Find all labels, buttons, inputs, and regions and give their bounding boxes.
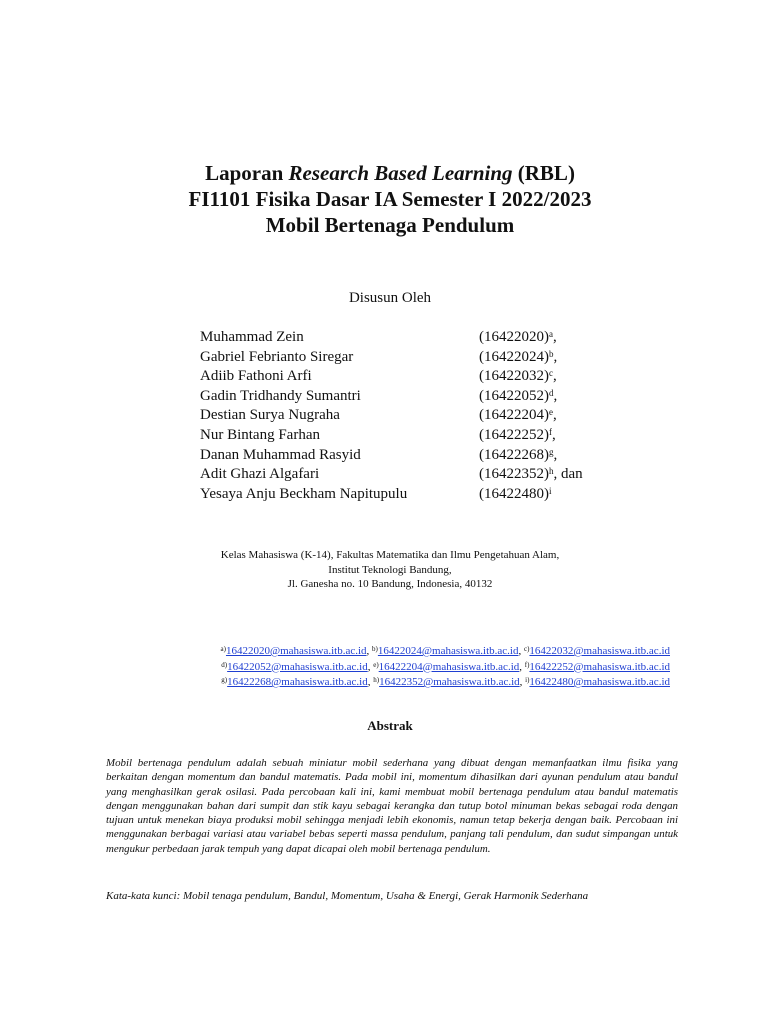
author-id: $(16422268)^g$, bbox=[479, 446, 558, 463]
email-link[interactable]: 16422204@mahasiswa.itb.ac.id bbox=[378, 660, 520, 673]
author-name: Yesaya Anju Beckham Napitupulu bbox=[200, 485, 408, 502]
author-name: Destian Surya Nugraha bbox=[200, 407, 340, 424]
author-row bbox=[200, 406, 620, 426]
author-row bbox=[200, 348, 620, 368]
abstract-body: Mobil bertenaga pendulum adalah sebuah miniatur mobil sederhana yang dibuat dengan memanfaatkan ilmu fisika yang berkaitan dengan momentum dan bandul matematis. Pada mobil ini, momentum dihasilkan dari ayunan pendulum atau bandul yang menghasilkan gerak osilasi. Pada percobaan kali ini, kami membuat mobil bertenaga pendulum atau bandul matematis dengan menggunakan bahan dari sumpit dan stik kayu sebagai kerangka dan tutup botol minuman bekas sebagai roda dengan tujuan untuk menekan biaya produksi mobil sehingga menjadi lebih ekonomis, namun tetap bekerja dengan baik. Percobaan ini menggunakan berbagai variasi atau variabel bebas seperti massa pendulum, panjang tali pendulum, dan sudut simpangan untuk mengukur perbedaan jarak tempuh yang dapat dicapai oleh mobil bertenaga pendulum. bbox=[106, 757, 678, 855]
author-id: $(16422052)^d$, bbox=[479, 387, 558, 404]
affiliation-line-1: Kelas Mahasiswa (K-14), Fakultas Matematika dan Ilmu Pengetahuan Alam, bbox=[220, 549, 560, 561]
author-name: Adiib Fathoni Arfi bbox=[200, 368, 312, 385]
author-name: Gabriel Febrianto Siregar bbox=[200, 348, 354, 365]
title-italic-term: Research Based Learning bbox=[288, 161, 513, 185]
author-row bbox=[200, 485, 620, 505]
author-list bbox=[200, 328, 620, 504]
title-line-2: FI1101 Fisika Dasar IA Semester I 2022/2023 bbox=[188, 187, 592, 211]
email-link[interactable]: 16422268@mahasiswa.itb.ac.id bbox=[227, 676, 368, 688]
author-row bbox=[200, 426, 620, 446]
author-name: Adit Ghazi Algafari bbox=[200, 466, 320, 483]
author-id: $(16422204)^e$, bbox=[479, 407, 557, 424]
affiliation-line-3: Jl. Ganesha no. 10 Bandung, Indonesia, 40132 bbox=[287, 578, 493, 590]
author-row bbox=[200, 328, 620, 348]
author-name: Danan Muhammad Rasyid bbox=[200, 446, 361, 463]
abstract-heading: Abstrak bbox=[367, 718, 413, 733]
email-link[interactable]: 16422020@mahasiswa.itb.ac.id bbox=[225, 645, 367, 657]
email-row: $^{a)}$16422020@mahasiswa.itb.ac.id, $^{b)}$16422024@mahasiswa.itb.ac.id, $^{c)}$16422032@mahasiswa.itb.ac.id bbox=[220, 645, 670, 657]
email-link[interactable]: 16422024@mahasiswa.itb.ac.id bbox=[377, 645, 519, 657]
email-link[interactable]: 16422252@mahasiswa.itb.ac.id bbox=[529, 660, 670, 673]
author-id: $(16422032)^c$, bbox=[479, 368, 557, 385]
paper-title bbox=[0, 160, 768, 238]
author-id: $(16422352)^h$, dan bbox=[479, 466, 583, 483]
author-row bbox=[200, 465, 620, 485]
keywords: Kata-kata kunci: Mobil tenaga pendulum, Bandul, Momentum, Usaha & Energi, Gerak Harmonik Sederhana bbox=[106, 890, 589, 902]
email-row: $^{g)}$16422268@mahasiswa.itb.ac.id, $^{h)}$16422352@mahasiswa.itb.ac.id, $^{i)}$16422480@mahasiswa.itb.ac.id bbox=[221, 676, 670, 688]
email-link[interactable]: 16422032@mahasiswa.itb.ac.id bbox=[529, 645, 670, 657]
author-name: Gadin Tridhandy Sumantri bbox=[200, 387, 361, 404]
author-row bbox=[200, 367, 620, 387]
email-link[interactable]: 16422052@mahasiswa.itb.ac.id bbox=[227, 660, 368, 673]
author-row bbox=[200, 446, 620, 466]
affiliation-line-2: Institut Teknologi Bandung, bbox=[328, 563, 452, 576]
author-id: $(16422020)^a$, bbox=[479, 329, 557, 345]
affiliation bbox=[0, 548, 768, 592]
author-row bbox=[200, 387, 620, 407]
author-id: $(16422024)^b$, bbox=[479, 348, 558, 365]
author-name: Nur Bintang Farhan bbox=[200, 426, 320, 443]
title-line-3: Mobil Bertenaga Pendulum bbox=[265, 213, 515, 237]
email-list bbox=[110, 644, 670, 691]
email-link[interactable]: 16422352@mahasiswa.itb.ac.id bbox=[379, 676, 520, 688]
email-link[interactable]: 16422480@mahasiswa.itb.ac.id bbox=[529, 676, 670, 688]
author-name: Muhammad Zein bbox=[200, 329, 304, 345]
byline: Disusun Oleh bbox=[348, 290, 432, 306]
title-line-1: Laporan Research Based Learning (RBL) bbox=[205, 161, 575, 185]
email-row: $^{d)}$16422052@mahasiswa.itb.ac.id, $^{e)}$16422204@mahasiswa.itb.ac.id, $^{f)}$16422252@mahasiswa.itb.ac.id bbox=[221, 660, 670, 673]
author-id: $(16422252)^f$, bbox=[479, 426, 556, 443]
author-id: $(16422480)^i$ bbox=[479, 485, 552, 502]
